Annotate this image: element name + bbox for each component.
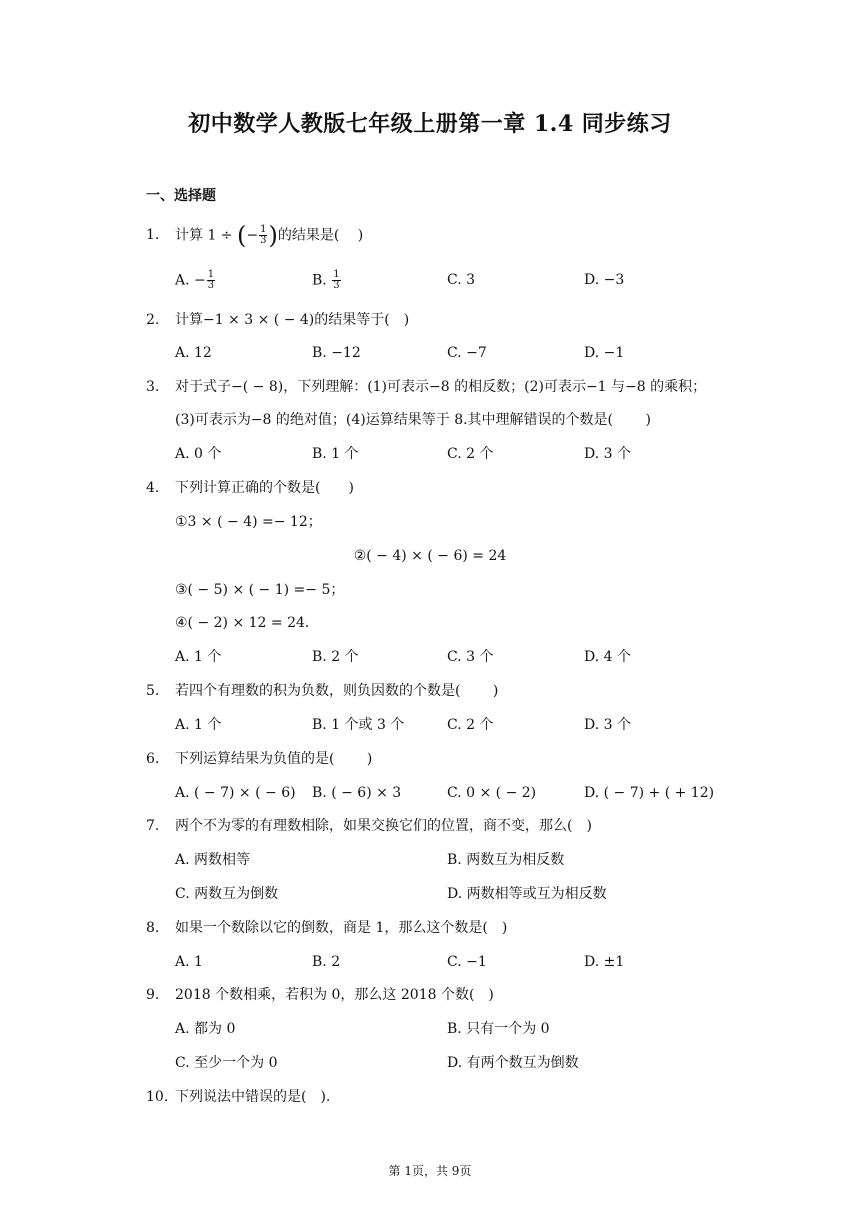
option-d: D. ±1 [584, 954, 625, 970]
fraction-denominator: 3 [260, 235, 267, 246]
right-paren: ) [268, 221, 278, 250]
option-a [175, 270, 216, 291]
option-a: A. 两数相等 [175, 852, 251, 868]
option-a: A. ( − 7) × ( − 6) [175, 785, 296, 801]
question-number: 1. [146, 227, 160, 243]
question-number: 2. [146, 312, 160, 328]
option-d: D. 两数相等或互为相反数 [447, 886, 607, 902]
option-label: A. − [175, 272, 206, 289]
option-b: B. −12 [312, 345, 361, 361]
question-4-text: 下列计算正确的个数是( ) [175, 480, 354, 496]
expression-2: ②( − 4) × ( − 6) = 24 [353, 548, 507, 564]
option-c: C. −1 [447, 954, 487, 970]
option-d: D. 3 个 [584, 446, 631, 462]
fraction-numerator: 1 [207, 269, 215, 280]
fraction-denominator: 3 [333, 280, 340, 291]
q1-minus: − [246, 227, 259, 244]
question-2-text: 计算−1 × 3 × ( − 4)的结果等于( ) [175, 312, 410, 328]
question-7-text: 两个不为零的有理数相除，如果交换它们的位置，商不变，那么( ) [175, 818, 592, 834]
fraction [332, 270, 340, 291]
option-c: C. −7 [447, 345, 487, 361]
option-d: D. 3 个 [584, 717, 631, 733]
option-a: A. 0 个 [175, 446, 222, 462]
option-c: C. 3 个 [447, 649, 494, 665]
question-9-text: 2018 个数相乘，若积为 0，那么这 2018 个数( ) [175, 987, 494, 1003]
question-number: 9. [146, 987, 160, 1003]
question-5-text: 若四个有理数的积为负数，则负因数的个数是( ) [175, 683, 499, 699]
fraction-numerator: 1 [333, 269, 340, 280]
option-c: C. 3 [447, 272, 476, 288]
option-a: A. 12 [175, 345, 212, 361]
question-3-text-line1: 对于式子−( − 8)，下列理解：(1)可表示−8 的相反数；(2)可表示−1 与−8 的乘积； [175, 379, 707, 395]
fraction [259, 225, 267, 246]
question-number: 6. [146, 751, 160, 767]
page-title: 初中数学人教版七年级上册第一章 1.4 同步练习 [188, 111, 672, 137]
option-c: C. 至少一个为 0 [175, 1055, 278, 1071]
option-c: C. 两数互为倒数 [175, 886, 279, 902]
fraction-denominator: 3 [207, 280, 215, 291]
option-b: B. 1 个 [312, 446, 359, 462]
fraction [207, 270, 215, 291]
option-b: B. 只有一个为 0 [447, 1021, 550, 1037]
expression-1: ①3 × ( − 4) =− 12； [175, 514, 322, 530]
option-label: B. [312, 272, 332, 289]
option-b: B. 两数互为相反数 [447, 852, 565, 868]
question-number: 7. [146, 818, 160, 834]
question-number: 10. [146, 1089, 169, 1105]
option-c: C. 0 × ( − 2) [447, 785, 537, 801]
option-a: A. 都为 0 [175, 1021, 236, 1037]
option-d: D. ( − 7) + ( + 12) [584, 785, 715, 801]
expression-4: ④( − 2) × 12 = 24． [175, 615, 319, 631]
option-d: D. −3 [584, 272, 625, 288]
question-10-text: 下列说法中错误的是( ). [175, 1089, 331, 1105]
option-a: A. 1 个 [175, 649, 222, 665]
option-b: B. 2 个 [312, 649, 359, 665]
option-b: B. 1 个或 3 个 [312, 717, 405, 733]
question-number: 4. [146, 480, 160, 496]
option-c: C. 2 个 [447, 717, 494, 733]
question-number: 8. [146, 920, 160, 936]
option-b: B. ( − 6) × 3 [312, 785, 402, 801]
option-a: A. 1 个 [175, 717, 222, 733]
option-b [312, 270, 342, 291]
option-d: D. −1 [584, 345, 625, 361]
page-footer: 第 1页，共 9页 [388, 1164, 472, 1178]
question-3-text-line2: (3)可表示为−8 的绝对值；(4)运算结果等于 8.其中理解错误的个数是( ) [175, 412, 651, 428]
option-a: A. 1 [175, 954, 203, 970]
section-heading: 一、选择题 [146, 188, 216, 204]
question-number: 3. [146, 379, 160, 395]
option-b: B. 2 [312, 954, 341, 970]
option-d: D. 有两个数互为倒数 [447, 1055, 579, 1071]
q1-post: 的结果是( ) [277, 227, 364, 244]
fraction-numerator: 1 [260, 224, 267, 235]
q1-pre: 计算 1 ÷ [175, 227, 237, 244]
option-c: C. 2 个 [447, 446, 494, 462]
question-6-text: 下列运算结果为负值的是( ) [175, 751, 373, 767]
question-1-text [175, 221, 364, 250]
question-number: 5. [146, 683, 160, 699]
question-8-text: 如果一个数除以它的倒数，商是 1，那么这个数是( ) [175, 920, 508, 936]
left-paren: ( [237, 221, 247, 250]
expression-3: ③( − 5) × ( − 1) =− 5； [175, 582, 345, 598]
option-d: D. 4 个 [584, 649, 631, 665]
